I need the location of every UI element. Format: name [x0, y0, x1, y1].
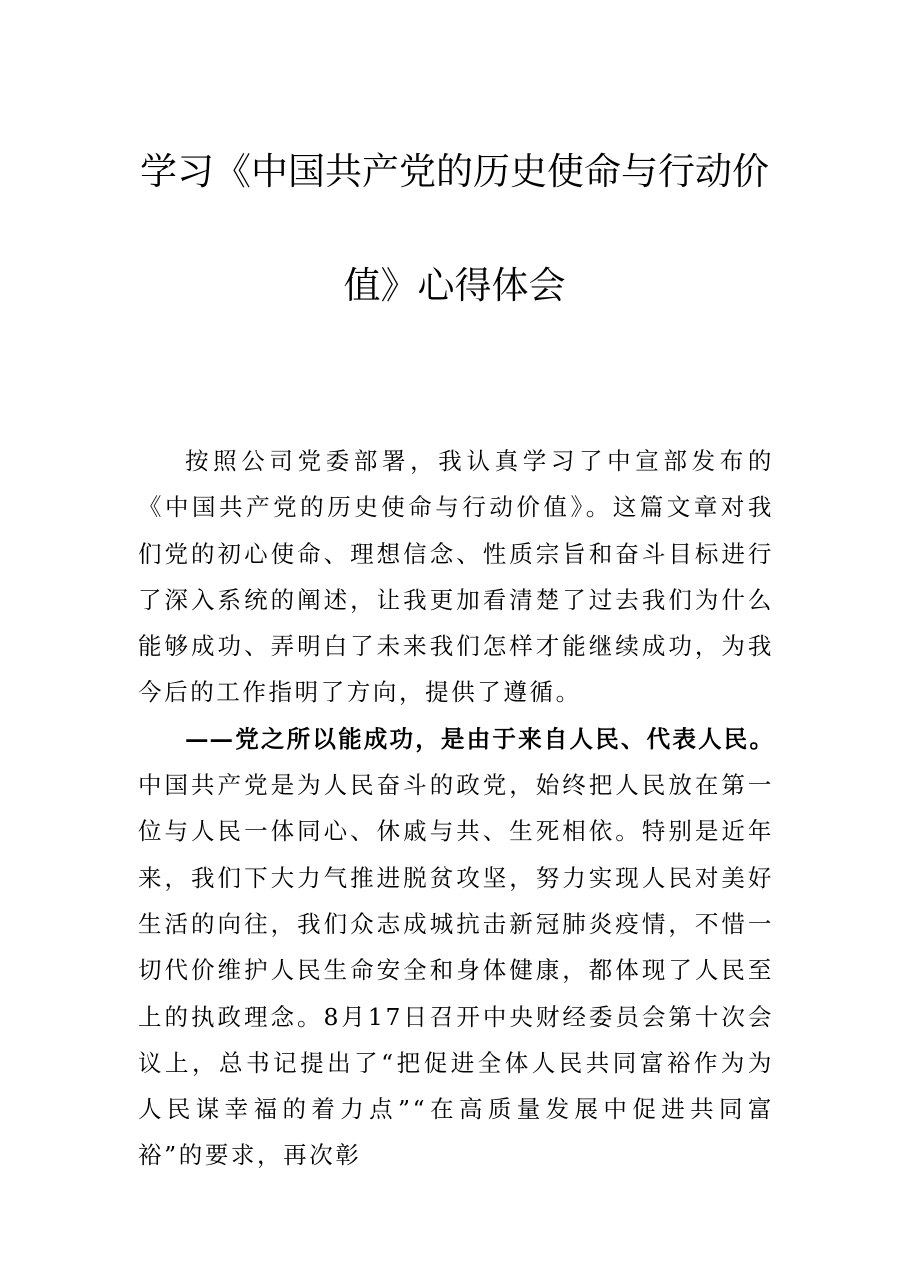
paragraph-intro: 按照公司党委部署，我认真学习了中宣部发布的《中国共产党的历史使命与行动价值》。这篇文章对我们党的初心使命、理想信念、性质宗旨和奋斗目标进行了深入系统的阐述，让我更加看清楚了过去我们为什么能够成功、弄明白了未来我们怎样才能继续成功，为我今后的工作指明了方向，提供了遵循。: [138, 447, 774, 707]
section-body: 中国共产党是为人民奋斗的政党，始终把人民放在第一位与人民一体同心、休戚与共、生死相依。特别是近年来，我们下大力气推进脱贫攻坚，努力实现人民对美好生活的向往，我们众志成城抗击新冠肺炎疫情，不惜一切代价维护人民生命安全和身体健康，都体现了人民至上的执政理念。8月17日召开中央财经委员会第十次会议上，总书记提出了“把促进全体人民共同富裕作为为人民谋幸福的着力点”“在高质量发展中促进共同富裕”的要求，再次彰: [138, 771, 774, 1170]
section-heading: ——党之所以能成功，是由于来自人民、代表人民。: [185, 724, 774, 753]
paragraph-section-1: [138, 716, 774, 1179]
title-line-1: 学习《中国共产党的历史使命与行动价: [140, 150, 769, 193]
document-body: [138, 438, 774, 1179]
title-line-2: 值》心得体会: [343, 264, 566, 307]
